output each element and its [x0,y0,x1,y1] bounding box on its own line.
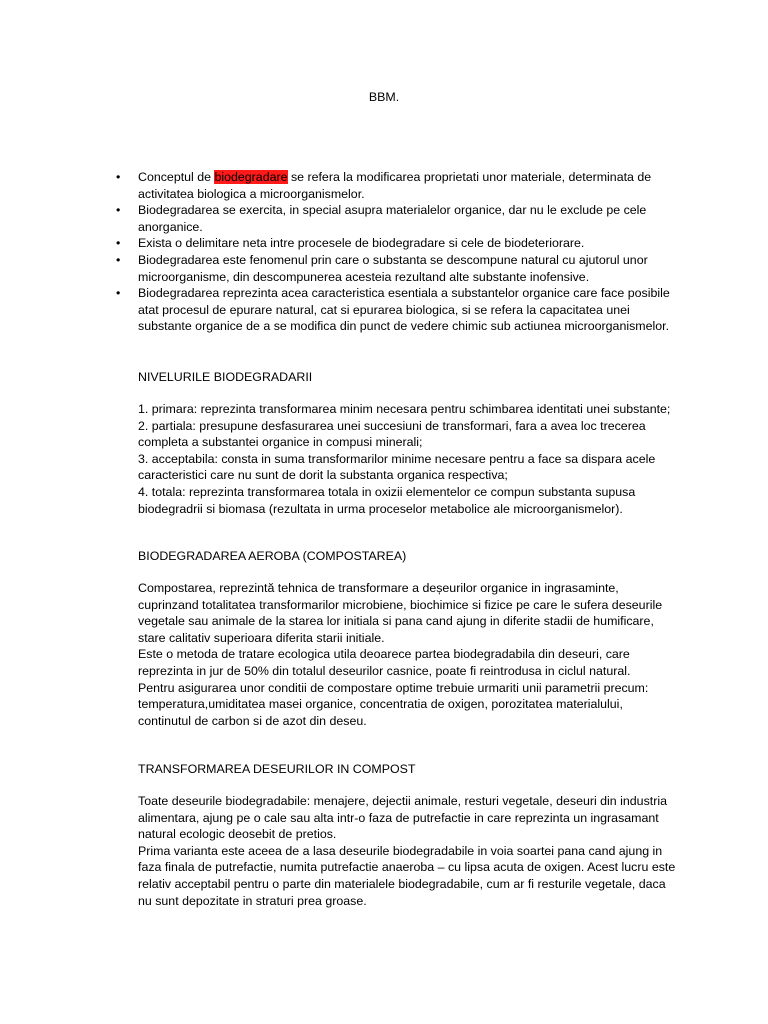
level-item: 3. acceptabila: consta in suma transformarilor minime necesare pentru a face sa dispara acele caracteristici care nu sunt de dorit la substanta organica respectiva; [138,451,656,483]
section-heading-compost: TRANSFORMAREA DESEURILOR IN COMPOST [138,762,416,776]
bullet-text-post: se refera la modificarea proprietati unor materiale, determinata de activitatea biologica a microorganismelor. [138,170,652,201]
bullet-item: • Exista o delimitare neta intre procesele de biodegradare si cele de biodeteriorare. [138,235,678,252]
paragraph: Toate deseurile biodegradabile: menajere, dejectii animale, resturi vegetale, deseuri din industria alimentara, ajung pe o cale sau alta intr-o faza de putrefactie in care reprezinta un ingrasamant natural ecologic deosebit de pretios. [138,794,667,842]
level-item: 1. primara: reprezinta transformarea minim necesara pentru schimbarea identitati unei substante; [138,402,671,416]
section-heading-aerobic: BIODEGRADAREA AEROBA (COMPOSTAREA) [138,549,407,563]
bullet-item: • Biodegradarea este fenomenul prin care o substanta se descompune natural cu ajutorul unor microorganisme, din descompunerea acesteia rezultand alte substante inofensive. [138,252,678,285]
bullet-text-pre: Conceptul de [138,170,215,184]
level-item: 2. partiala: presupune desfasurarea unei succesiuni de transformari, fara a avea loc trecerea completa a substantei organice in compusi minerali; [138,418,646,450]
bullet-item: • Biodegradarea se exercita, in special asupra materialelor organice, dar nu le exclude pe cele anorganice. [138,202,678,235]
aerobic-text [138,580,678,729]
paragraph: Prima varianta este aceea de a lasa deseurile biodegradabile in voia soartei pana cand ajung in faza finala de putrefactie, numita putrefactie anaeroba – cu lipsa acuta de oxigen. Acest lucru este relativ acceptabil pentru o parte din materialele biodegradabile, cum ar fi resturile vegetale, daca nu sunt depozitate in straturi prea groase. [138,843,676,908]
bullet-item: • Biodegradarea reprezinta acea caracteristica esentiala a substantelor organice care face posibile atat procesul de epurare natural, cat si epurarea biologica, si se refera la capacitatea unei substante organice de a se modifica din punct de vedere chimic sub actiunea microorganismelor. [138,285,678,335]
bullet-item [138,169,678,202]
paragraph: Este o metoda de tratare ecologica utila deoarece partea biodegradabila din deseuri, care reprezinta in jur de 50% din totalul deseurilor casnice, poate fi reintrodusa in ciclul natural. [138,647,631,678]
compost-text [138,793,678,909]
levels-list [138,401,678,517]
paragraph: Compostarea, reprezintă tehnica de transformare a deșeurilor organice in ingrasaminte, cuprinzand totalitatea transformarilor microbiene, biochimice si fizice pe care le sufera deseurile vegetale sau animale de la starea lor initiala si pana cand ajung in diferite stadii de humificare, stare calitativ superioara diferita starii initiale. [138,581,663,645]
paragraph: Pentru asigurarea unor conditii de compostare optime trebuie urmariti unii parametrii precum: temperatura,umiditatea masei organice, concentratia de oxigen, porozitatea materialului, continutul de carbon si de azot din deseu. [138,680,649,728]
bullet-list [138,169,678,335]
section-heading-levels: NIVELURILE BIODEGRADARII [138,370,313,384]
highlighted-term: biodegradare [214,170,288,184]
document-title: BBM. [368,90,400,104]
level-item: 4. totala: reprezinta transformarea totala in oxizii elementelor ce compun substanta supusa biodegradrii si biomasa (rezultata in urma proceselor metabolice ale microorganismelor). [138,484,636,516]
